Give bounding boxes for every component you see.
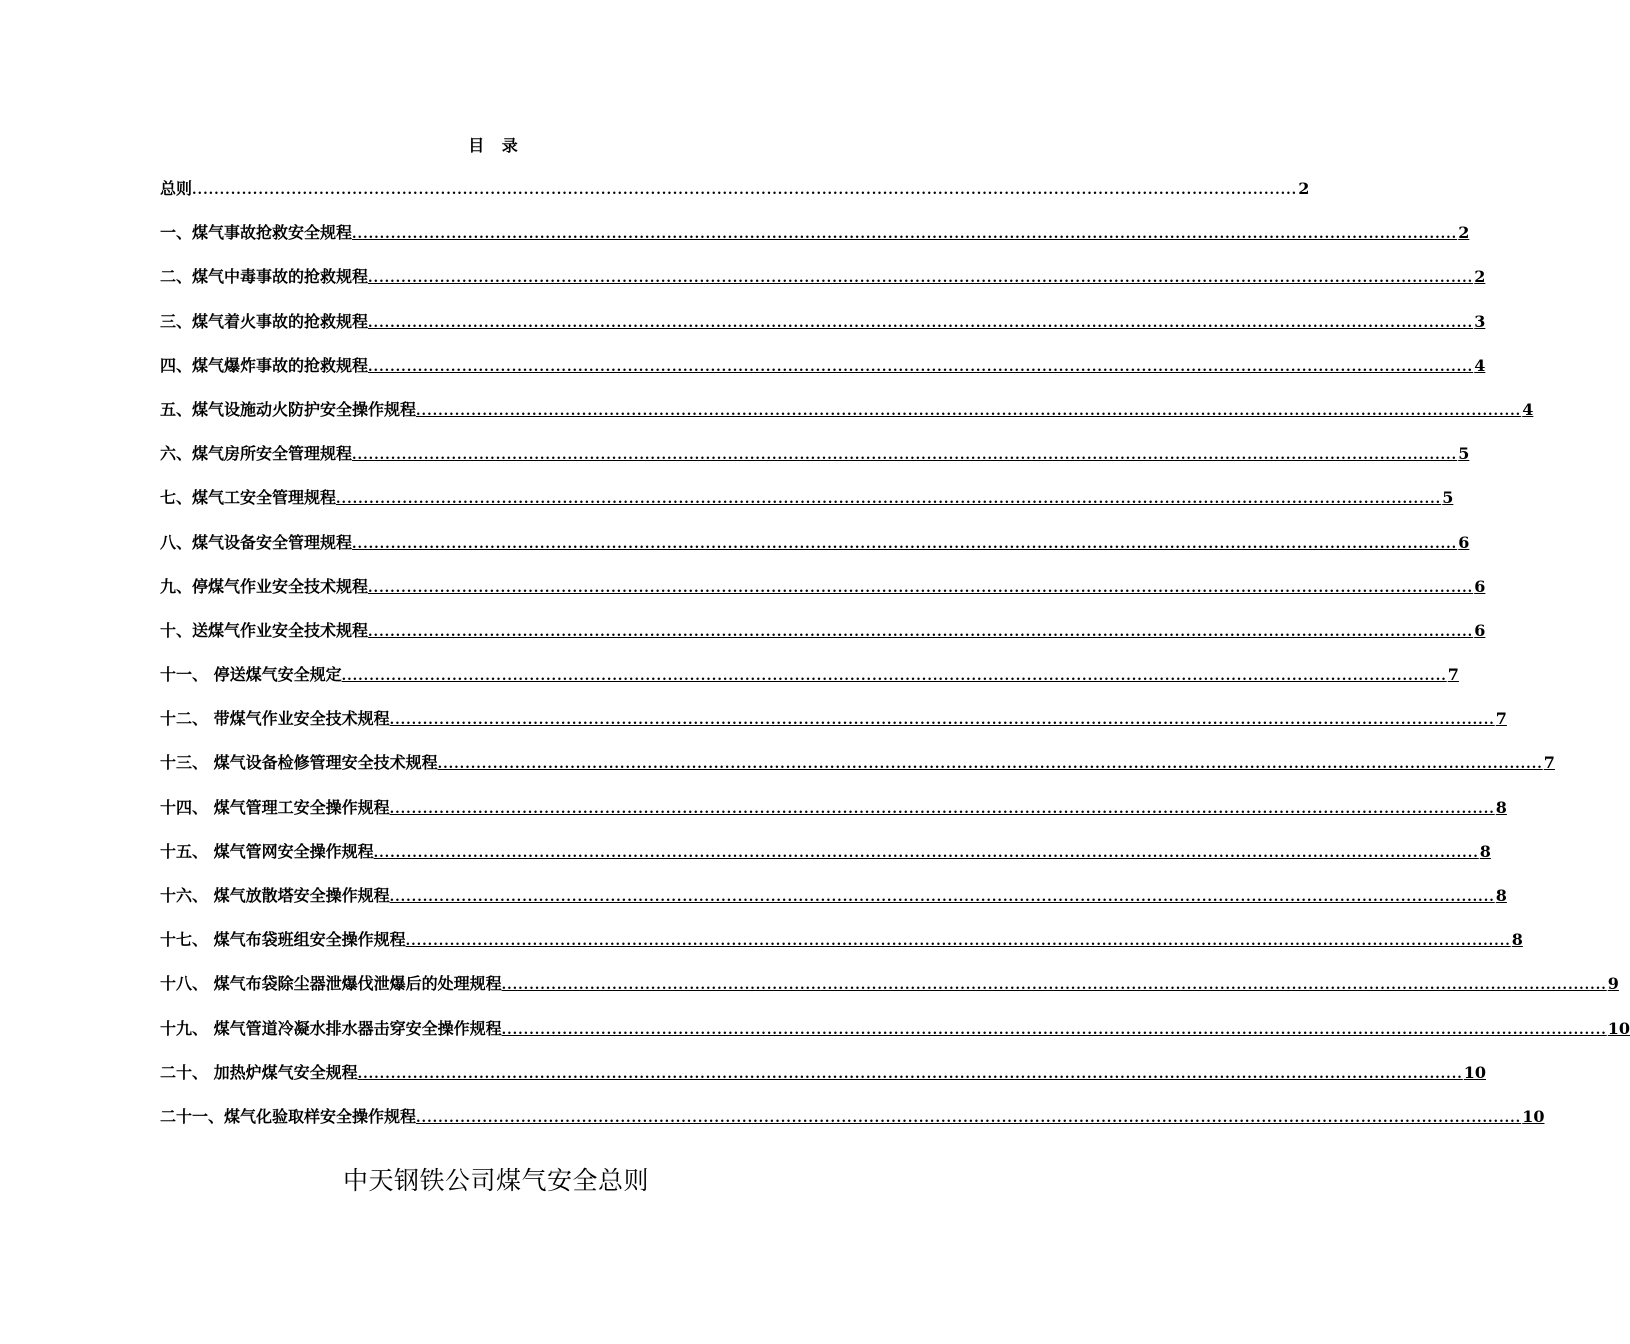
toc-entry[interactable] (160, 708, 1507, 752)
toc-entry-page-number: 10 (1463, 1062, 1487, 1082)
toc-entry[interactable] (160, 973, 1619, 1017)
toc-leader-dots: ........................................................................................................................................................................................................ (368, 315, 1474, 331)
toc-entry[interactable] (160, 443, 1470, 487)
toc-leader-dots: ........................................................................................................................................................................................................ (501, 978, 1607, 994)
toc-entry[interactable] (160, 311, 1486, 355)
toc-leader-dots: ........................................................................................................................................................................................................ (405, 934, 1511, 950)
toc-entry-title: 十七、 煤气布袋班组安全操作规程 (160, 930, 406, 950)
toc-leader-dots: ........................................................................................................................................................................................................ (416, 1110, 1522, 1126)
toc-entry-page-number: 7 (1543, 753, 1555, 773)
toc-leader-dots: ........................................................................................................................................................................................................ (416, 403, 1522, 419)
toc-entry-title: 二十一、煤气化验取样安全操作规程 (160, 1106, 417, 1126)
toc-entry-title: 六、煤气房所安全管理规程 (160, 444, 353, 464)
toc-entry-page-number: 4 (1522, 399, 1534, 419)
toc-entry-page-number: 5 (1458, 444, 1470, 464)
toc-entry[interactable] (160, 929, 1523, 973)
toc-leader-dots: ........................................................................................................................................................................................................ (357, 1066, 1463, 1082)
toc-leader-dots: ........................................................................................................................................................................................................ (192, 183, 1298, 198)
toc-entry-title: 二、煤气中毒事故的抢救规程 (160, 267, 369, 287)
toc-leader-dots: ........................................................................................................................................................................................................ (352, 448, 1458, 464)
toc-entry-title: 八、煤气设备安全管理规程 (160, 532, 353, 552)
toc-leader-dots: ........................................................................................................................................................................................................ (501, 1022, 1607, 1038)
toc-leader-dots: ........................................................................................................................................................................................................ (389, 713, 1495, 729)
toc-entry-page-number: 6 (1474, 620, 1486, 640)
toc-entry-page-number: 2 (1458, 223, 1470, 243)
toc-leader-dots: ........................................................................................................................................................................................................ (368, 624, 1474, 640)
toc-entry[interactable] (160, 222, 1470, 266)
toc-leader-dots: ........................................................................................................................................................................................................ (389, 890, 1495, 905)
toc-entry[interactable] (160, 399, 1534, 443)
toc-entry[interactable] (160, 1018, 1630, 1062)
toc-entry[interactable] (160, 620, 1486, 664)
toc-entry-page-number: 8 (1479, 841, 1491, 861)
toc-entry-page-number: 8 (1495, 886, 1507, 905)
toc-heading: 目 录 (468, 136, 524, 155)
toc-entry[interactable] (160, 664, 1459, 708)
toc-entry[interactable] (160, 355, 1486, 399)
toc-entry-title: 十九、 煤气管道冷凝水排水器击穿安全操作规程 (160, 1018, 502, 1038)
toc-entry-title: 十三、 煤气设备检修管理安全技术规程 (160, 753, 438, 773)
toc-entry-title: 十四、 煤气管理工安全操作规程 (160, 797, 390, 817)
toc-entry[interactable] (160, 576, 1486, 620)
toc-entry-title: 七、煤气工安全管理规程 (160, 488, 337, 508)
toc-entry[interactable] (160, 487, 1454, 531)
toc-entry-title: 十六、 煤气放散塔安全操作规程 (160, 886, 390, 905)
toc-leader-dots: ........................................................................................................................................................................................................ (336, 492, 1442, 508)
toc-entry-page-number: 2 (1298, 179, 1310, 198)
toc-entry-page-number: 7 (1447, 665, 1459, 685)
toc-leader-dots: ........................................................................................................................................................................................................ (368, 359, 1474, 375)
toc-entry-page-number: 4 (1474, 355, 1486, 375)
toc-entry-page-number: 7 (1495, 709, 1507, 729)
toc-entry-title: 四、煤气爆炸事故的抢救规程 (160, 355, 369, 375)
toc-leader-dots: ........................................................................................................................................................................................................ (368, 271, 1474, 287)
toc-leader-dots: ........................................................................................................................................................................................................ (389, 801, 1495, 817)
toc-entry[interactable] (160, 532, 1470, 576)
toc-leader-dots: ........................................................................................................................................................................................................ (352, 227, 1458, 243)
toc-entry-page-number: 8 (1511, 930, 1523, 950)
toc-entry-page-number: 3 (1474, 311, 1486, 331)
toc-entry-title: 十一、 停送煤气安全规定 (160, 665, 342, 685)
toc-entry-page-number: 10 (1522, 1106, 1545, 1126)
toc-entry-page-number: 9 (1607, 974, 1619, 994)
toc-entry-title: 十、送煤气作业安全技术规程 (160, 620, 369, 640)
toc-entry-title: 总则 (160, 179, 193, 198)
toc-leader-dots: ........................................................................................................................................................................................................ (368, 580, 1474, 596)
toc-leader-dots: ........................................................................................................................................................................................................ (437, 757, 1543, 773)
table-of-contents (160, 178, 1630, 1150)
toc-entry[interactable] (160, 1062, 1487, 1106)
toc-entry-page-number: 5 (1442, 488, 1454, 508)
toc-entry[interactable] (160, 266, 1486, 310)
toc-leader-dots: ........................................................................................................................................................................................................ (373, 845, 1479, 861)
toc-entry-title: 三、煤气着火事故的抢救规程 (160, 311, 369, 331)
toc-entry[interactable] (160, 797, 1507, 841)
toc-entry[interactable] (160, 841, 1491, 885)
document-title: 中天钢铁公司煤气安全总则 (342, 1166, 649, 1195)
toc-entry[interactable] (160, 1106, 1545, 1150)
toc-entry-page-number: 8 (1495, 797, 1507, 817)
toc-entry-page-number: 6 (1474, 576, 1486, 596)
toc-entry-title: 九、停煤气作业安全技术规程 (160, 576, 369, 596)
toc-entry[interactable] (160, 752, 1555, 796)
toc-entry-title: 二十、 加热炉煤气安全规程 (160, 1062, 358, 1082)
toc-leader-dots: ........................................................................................................................................................................................................ (341, 669, 1447, 685)
toc-entry-title: 十二、 带煤气作业安全技术规程 (160, 709, 390, 729)
toc-entry[interactable] (160, 885, 1507, 929)
toc-entry-page-number: 2 (1474, 267, 1486, 287)
toc-entry-title: 十八、 煤气布袋除尘器泄爆伐泄爆后的处理规程 (160, 974, 502, 994)
toc-entry-title: 十五、 煤气管网安全操作规程 (160, 841, 374, 861)
toc-entry[interactable] (160, 178, 1310, 222)
toc-leader-dots: ........................................................................................................................................................................................................ (352, 536, 1458, 552)
toc-entry-page-number: 10 (1607, 1018, 1630, 1038)
toc-entry-title: 一、煤气事故抢救安全规程 (160, 223, 353, 243)
toc-entry-title: 五、煤气设施动火防护安全操作规程 (160, 399, 417, 419)
toc-entry-page-number: 6 (1458, 532, 1470, 552)
